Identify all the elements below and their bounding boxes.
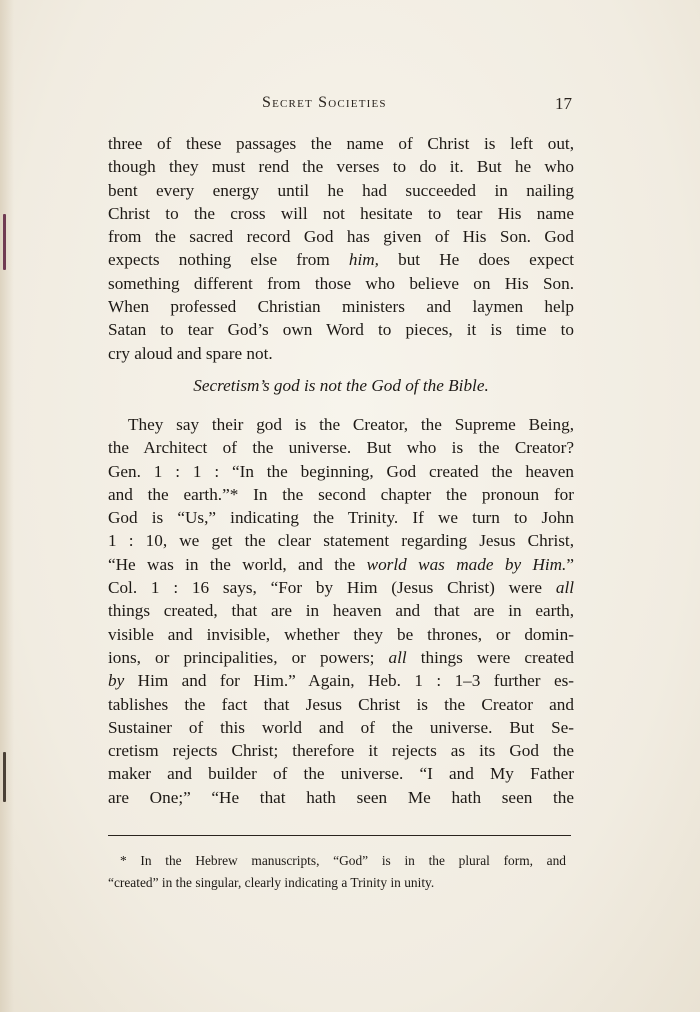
- text-line: 1 : 10, we get the clear statement regarding Jesus Christ,: [108, 531, 574, 551]
- footnote-line: “created” in the singular, clearly indicating a Trinity in unity.: [108, 875, 435, 890]
- italic-emphasis: all: [388, 647, 407, 667]
- text-line: Gen. 1 : 1 : “In the beginning, God created the heaven: [108, 461, 574, 481]
- text-line: bent every energy until he had succeeded in nailing: [108, 180, 574, 200]
- section-heading: Secretism’s god is not the God of the Bible.: [193, 375, 489, 395]
- text-line: from the sacred record God has given of His Son. God: [108, 227, 574, 247]
- text-line: something different from those who believe on His Son.: [108, 273, 574, 293]
- text-line: Christ to the cross will not hesitate to tear His name: [108, 203, 574, 223]
- text-line: by Him and for Him.” Again, Heb. 1 : 1–3 further es-: [108, 671, 574, 691]
- text-line: visible and invisible, whether they be thrones, or domin-: [108, 624, 574, 644]
- text-line: three of these passages the name of Christ is left out,: [108, 134, 574, 153]
- footnote-line: * In the Hebrew manuscripts, “God” is in the plural form, and: [120, 853, 566, 868]
- text-line: maker and builder of the universe. “I and My Father: [108, 764, 574, 784]
- page-edge-mark: [3, 214, 6, 270]
- text-line: expects nothing else from him, but He does expect: [108, 250, 574, 270]
- page-edge-mark: [3, 752, 6, 802]
- text-line: cry aloud and spare not.: [108, 343, 273, 363]
- page-number: 17: [555, 94, 572, 113]
- text-line: ions, or principalities, or powers; all things were created: [108, 647, 574, 667]
- italic-emphasis: by: [108, 671, 125, 691]
- running-title: Secret Societies: [262, 94, 387, 111]
- italic-emphasis: world was made by Him.: [366, 554, 567, 574]
- running-head: [108, 94, 572, 118]
- italic-emphasis: all: [555, 578, 574, 598]
- text-line: tablishes the fact that Jesus Christ is the Creator and: [108, 694, 574, 714]
- text-line: things created, that are in heaven and that are in earth,: [108, 601, 574, 621]
- text-line: cretism rejects Christ; therefore it rejects as its God the: [108, 741, 574, 761]
- italic-emphasis: him,: [348, 250, 379, 270]
- footnote-rule: [108, 835, 571, 836]
- text-line: though they must rend the verses to do it. But he who: [108, 157, 574, 177]
- text-line: the Architect of the universe. But who is the Creator?: [108, 438, 574, 458]
- text-line: When professed Christian ministers and laymen help: [108, 297, 574, 317]
- body-text: [108, 132, 574, 809]
- text-line: They say their god is the Creator, the Supreme Being,: [128, 414, 574, 434]
- text-line: God is “Us,” indicating the Trinity. If we turn to John: [108, 508, 574, 528]
- text-line: Col. 1 : 16 says, “For by Him (Jesus Christ) were all: [108, 578, 574, 598]
- text-line: “He was in the world, and the world was made by Him.”: [108, 554, 574, 574]
- page-gutter-shadow: [0, 0, 14, 1012]
- text-line: Satan to tear God’s own Word to pieces, it is time to: [108, 320, 574, 340]
- text-line: are One;” “He that hath seen Me hath seen the: [108, 787, 574, 807]
- text-line: and the earth.”* In the second chapter the pronoun for: [108, 484, 574, 504]
- footnote: [108, 850, 566, 894]
- text-line: Sustainer of this world and of the universe. But Se-: [108, 717, 574, 737]
